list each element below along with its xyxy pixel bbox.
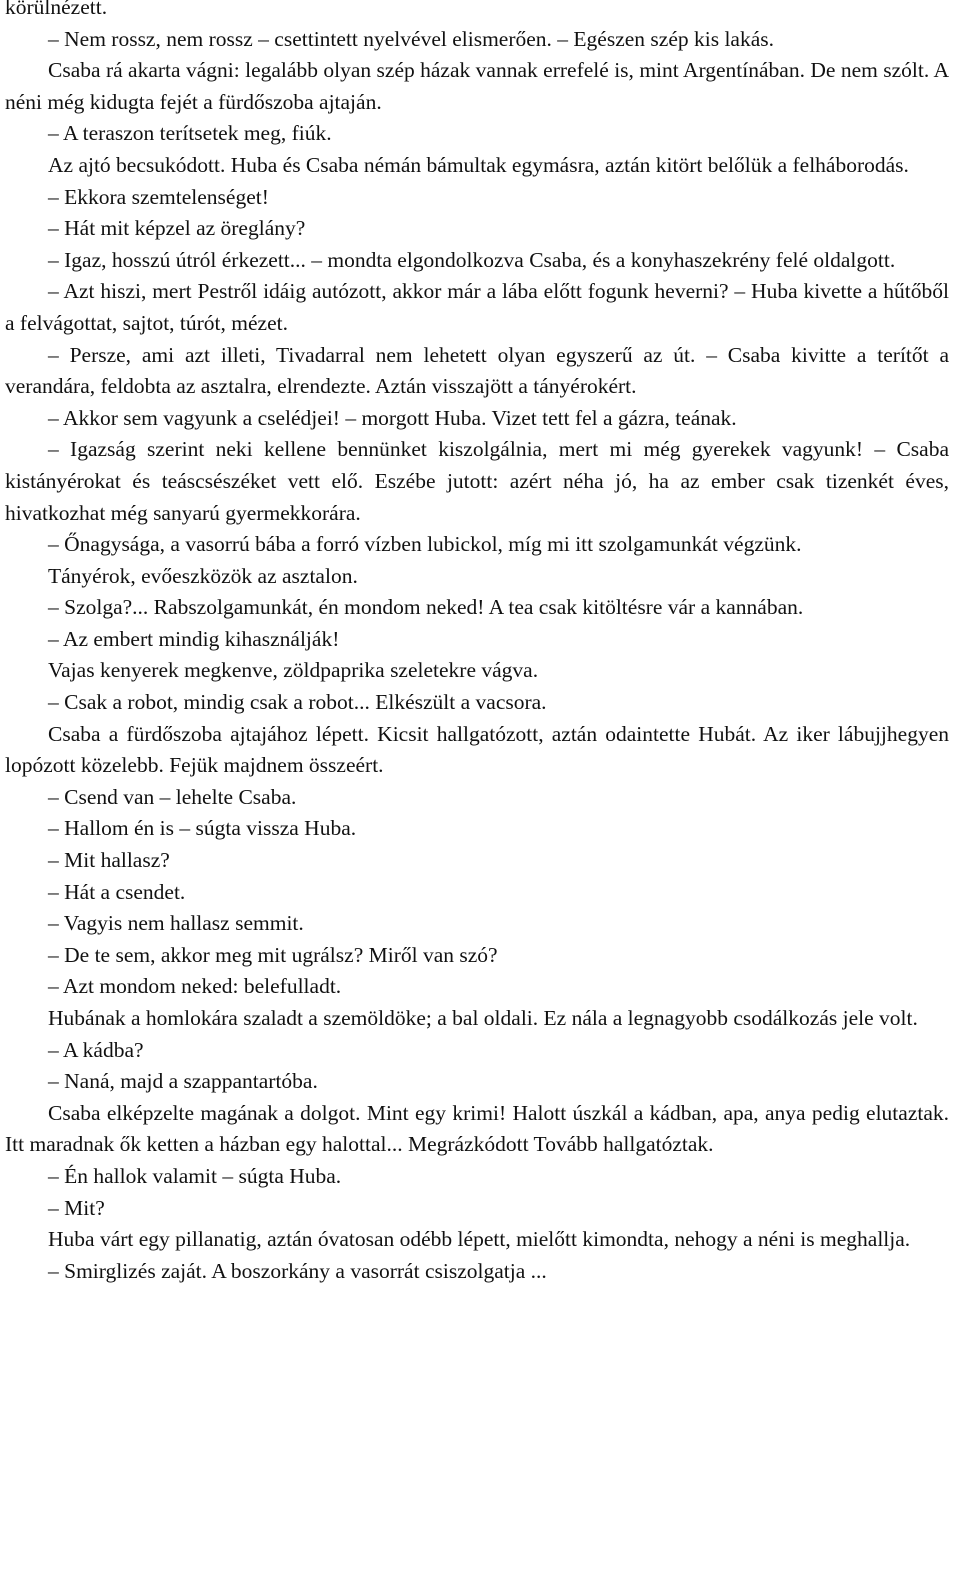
paragraph: – Mit? <box>48 1195 105 1220</box>
paragraph: – A teraszon terítsetek meg, fiúk. <box>48 121 332 146</box>
paragraph: körülnézett. <box>5 0 108 19</box>
document-page <box>5 0 949 1287</box>
paragraph: – Akkor sem vagyunk a cselédjei! – morgott Huba. Vizet tett fel a gázra, teának. <box>48 405 737 430</box>
paragraph: – Igazság szerint neki kellene bennünket kiszolgálnia, mert mi még gyerekek vagyunk! – Csaba kistányérokat és teáscsészéket vett elő. Eszébe jutott: azért néha jó, ha az ember csak tizenkét éves, hivatkozhat még sanyarú gyermekkorára. <box>5 437 949 525</box>
paragraph: Csaba rá akarta vágni: legalább olyan szép házak vannak errefelé is, mint Argentínában. De nem szólt. A néni még kidugta fejét a fürdőszoba ajtaján. <box>5 58 949 114</box>
paragraph: – Hát mit képzel az öreglány? <box>48 216 306 241</box>
paragraph: – Persze, ami azt illeti, Tivadarral nem lehetett olyan egyszerű az út. – Csaba kivitte a terítőt a verandára, feldobta az asztalra, elrendezte. Aztán visszajött a tányérokért. <box>5 342 949 399</box>
paragraph: – Igaz, hosszú útról érkezett... – mondta elgondolkozva Csaba, és a konyhaszekrény felé oldalgott. <box>48 247 896 272</box>
paragraph: – Hallom én is – súgta vissza Huba. <box>48 816 357 841</box>
paragraph: – Smirglizés zaját. A boszorkány a vasorrát csiszolgatja ... <box>48 1258 547 1283</box>
paragraph: – Őnagysága, a vasorrú bába a forró vízben lubickol, míg mi itt szolgamunkát végzünk. <box>48 532 802 557</box>
paragraph: – Mit hallasz? <box>48 848 170 873</box>
paragraph: – Az embert mindig kihasználják! <box>48 626 340 651</box>
paragraph: – Nem rossz, nem rossz – csettintett nyelvével elismerően. – Egészen szép kis lakás. <box>48 26 775 51</box>
paragraph: Tányérok, evőeszközök az asztalon. <box>48 563 358 588</box>
paragraph: – Azt mondom neked: belefulladt. <box>48 974 342 999</box>
paragraph: Csaba elképzelte magának a dolgot. Mint egy krimi! Halott úszkál a kádban, apa, anya pedig elutaztak. Itt maradnak ők ketten a házban egy halottal... Megrázkódott Tovább hallgatóztak. <box>5 1100 949 1157</box>
paragraph: – Ekkora szemtelenséget! <box>48 184 269 209</box>
paragraph: – Azt hiszi, mert Pestről idáig autózott, akkor már a lába előtt fogunk heverni? – Huba kivette a hűtőből a felvágottat, sajtot, túrót, mézet. <box>5 279 949 335</box>
paragraph: – Hát a csendet. <box>48 879 186 904</box>
paragraph: – Én hallok valamit – súgta Huba. <box>48 1163 342 1188</box>
paragraph: Az ajtó becsukódott. Huba és Csaba némán bámultak egymásra, aztán kitört belőlük a felháborodás. <box>48 152 909 177</box>
paragraph: – De te sem, akkor meg mit ugrálsz? Miről van szó? <box>48 942 498 967</box>
paragraph: – Csak a robot, mindig csak a robot... Elkészült a vacsora. <box>48 690 547 715</box>
paragraph: – A kádba? <box>48 1037 144 1062</box>
paragraph: – Naná, majd a szappantartóba. <box>48 1069 318 1094</box>
paragraph: – Szolga?... Rabszolgamunkát, én mondom neked! A tea csak kitöltésre vár a kannában. <box>48 595 804 620</box>
paragraph: – Vagyis nem hallasz semmit. <box>48 911 304 936</box>
paragraph: Vajas kenyerek megkenve, zöldpaprika szeletekre vágva. <box>48 658 539 683</box>
paragraph: Huba várt egy pillanatig, aztán óvatosan odébb lépett, mielőtt kimondta, nehogy a néni is meghallja. <box>48 1227 911 1252</box>
paragraph: Hubának a homlokára szaladt a szemöldöke; a bal oldali. Ez nála a legnagyobb csodálkozás jele volt. <box>48 1006 918 1030</box>
paragraph: – Csend van – lehelte Csaba. <box>48 784 297 809</box>
paragraph: Csaba a fürdőszoba ajtajához lépett. Kicsit hallgatózott, aztán odaintette Hubát. Az iker lábujjhegyen lopózott közelebb. Fejük majdnem összeért. <box>5 721 949 778</box>
